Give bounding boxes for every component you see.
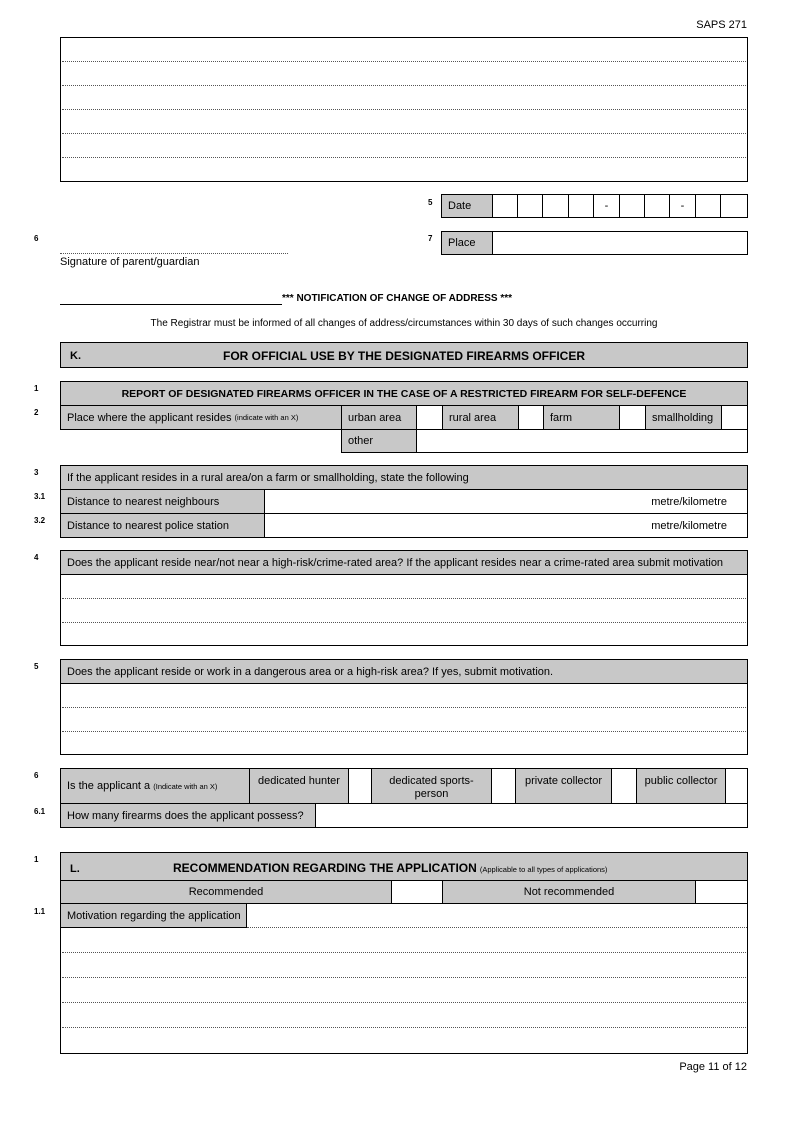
item-number: 1 xyxy=(34,384,39,393)
page-number: Page 11 of 12 xyxy=(679,1061,747,1073)
farm-checkbox[interactable] xyxy=(619,405,646,430)
unit-label: metre/kilometre xyxy=(651,496,727,508)
section-title: RECOMMENDATION REGARDING THE APPLICATION xyxy=(173,861,477,875)
date-digit-box[interactable] xyxy=(695,194,721,218)
rural-area-checkbox[interactable] xyxy=(518,405,544,430)
section-title: FOR OFFICIAL USE BY THE DESIGNATED FIREARMS OFFICER xyxy=(222,349,585,363)
item-number: 3 xyxy=(34,468,39,477)
sportsperson-checkbox[interactable] xyxy=(491,768,516,804)
form-code: SAPS 271 xyxy=(696,19,747,31)
crime-area-motivation[interactable] xyxy=(60,574,748,646)
public-collector-checkbox[interactable] xyxy=(725,768,748,804)
date-label: Date xyxy=(441,194,493,218)
writing-line xyxy=(62,1027,746,1028)
item-number: 6 xyxy=(34,234,39,243)
option-dedicated-hunter: dedicated hunter xyxy=(249,768,349,804)
writing-line xyxy=(62,731,746,732)
section-l-header xyxy=(60,852,748,881)
writing-line xyxy=(62,707,746,708)
item-number: 1 xyxy=(34,855,39,864)
option-other: other xyxy=(341,429,417,453)
date-digit-box[interactable] xyxy=(568,194,594,218)
option-urban-area: urban area xyxy=(341,405,417,430)
date-digit-box[interactable] xyxy=(492,194,518,218)
option-public-collector: public collector xyxy=(636,768,726,804)
item-number: 5 xyxy=(34,662,39,671)
applicant-type-label xyxy=(60,768,250,804)
writing-line xyxy=(62,1002,746,1003)
option-line-2: person xyxy=(414,788,449,800)
section-hint: (Applicable to all types of applications) xyxy=(479,865,608,874)
writing-line xyxy=(62,977,746,978)
option-dedicated-sportsperson xyxy=(371,768,492,804)
police-distance-input[interactable] xyxy=(264,513,748,538)
writing-line xyxy=(62,61,746,62)
writing-line xyxy=(62,85,746,86)
option-private-collector: private collector xyxy=(515,768,612,804)
applicant-type-text: Is the applicant a xyxy=(67,780,151,792)
section-letter: K. xyxy=(70,350,81,362)
applicant-type-hint: (Indicate with an X) xyxy=(153,781,218,791)
neighbours-distance-input[interactable] xyxy=(264,489,748,514)
private-collector-checkbox[interactable] xyxy=(611,768,637,804)
other-input[interactable] xyxy=(416,429,748,453)
section-letter: L. xyxy=(70,863,80,875)
option-line-1: dedicated sports- xyxy=(389,775,474,787)
writing-line xyxy=(62,622,746,623)
item-number: 2 xyxy=(34,408,39,417)
report-heading: REPORT OF DESIGNATED FIREARMS OFFICER IN THE CASE OF A RESTRICTED FIREARM FOR SELF-DEFENCE xyxy=(60,381,748,406)
writing-line xyxy=(62,952,746,953)
rural-question: If the applicant resides in a rural area/on a farm or smallholding, state the following xyxy=(60,465,748,490)
signature-label: Signature of parent/guardian xyxy=(60,256,200,268)
writing-line xyxy=(62,157,746,158)
motivation-label: Motivation regarding the application xyxy=(60,903,247,928)
not-recommended-checkbox[interactable] xyxy=(695,880,748,904)
section-title-wrap xyxy=(173,861,607,875)
crime-area-question: Does the applicant reside near/not near a high-risk/crime-rated area? If the applicant resides near a crime-rated area submit motivation xyxy=(60,550,748,575)
notification-title: *** NOTIFICATION OF CHANGE OF ADDRESS *** xyxy=(282,293,513,304)
signature-line[interactable] xyxy=(60,253,288,254)
notification-text: The Registrar must be informed of all changes of address/circumstances within 30 days of such changes occurring xyxy=(150,318,658,329)
firearms-count-label: How many firearms does the applicant possess? xyxy=(60,803,316,828)
dangerous-area-motivation[interactable] xyxy=(60,683,748,755)
date-digit-box[interactable] xyxy=(644,194,670,218)
date-digit-box[interactable] xyxy=(619,194,645,218)
writing-line xyxy=(62,133,746,134)
item-number: 6.1 xyxy=(34,807,46,816)
writing-line xyxy=(247,927,747,928)
item-number: 7 xyxy=(428,234,433,243)
place-label: Place xyxy=(441,231,493,255)
item-number: 4 xyxy=(34,553,39,562)
smallholding-checkbox[interactable] xyxy=(721,405,748,430)
unit-label: metre/kilometre xyxy=(651,520,727,532)
dedicated-hunter-checkbox[interactable] xyxy=(348,768,372,804)
recommended-label: Recommended xyxy=(60,880,392,904)
date-digit-box[interactable] xyxy=(517,194,543,218)
police-station-label: Distance to nearest police station xyxy=(60,513,265,538)
item-number: 3.1 xyxy=(34,492,46,501)
neighbours-label: Distance to nearest neighbours xyxy=(60,489,265,514)
date-digit-box[interactable] xyxy=(720,194,748,218)
dangerous-area-question: Does the applicant reside or work in a dangerous area or a high-risk area? If yes, submit motivation. xyxy=(60,659,748,684)
urban-area-checkbox[interactable] xyxy=(416,405,443,430)
item-number: 6 xyxy=(34,771,39,780)
residence-label-text: Place where the applicant resides xyxy=(67,411,232,424)
item-number: 1.1 xyxy=(34,907,46,916)
residence-label xyxy=(60,405,342,430)
date-separator: - xyxy=(669,194,696,218)
place-input[interactable] xyxy=(492,231,748,255)
item-number: 5 xyxy=(428,198,433,207)
firearms-count-input[interactable] xyxy=(315,803,748,828)
recommended-checkbox[interactable] xyxy=(391,880,443,904)
date-digit-box[interactable] xyxy=(542,194,569,218)
notification-line xyxy=(60,304,282,305)
date-separator: - xyxy=(593,194,620,218)
writing-line xyxy=(62,109,746,110)
option-smallholding: smallholding xyxy=(645,405,722,430)
not-recommended-label: Not recommended xyxy=(442,880,696,904)
option-farm: farm xyxy=(543,405,620,430)
writing-line xyxy=(62,598,746,599)
residence-hint: (indicate with an X) xyxy=(234,413,299,422)
item-number: 3.2 xyxy=(34,516,46,525)
section-k-header xyxy=(60,342,748,368)
option-rural-area: rural area xyxy=(442,405,519,430)
